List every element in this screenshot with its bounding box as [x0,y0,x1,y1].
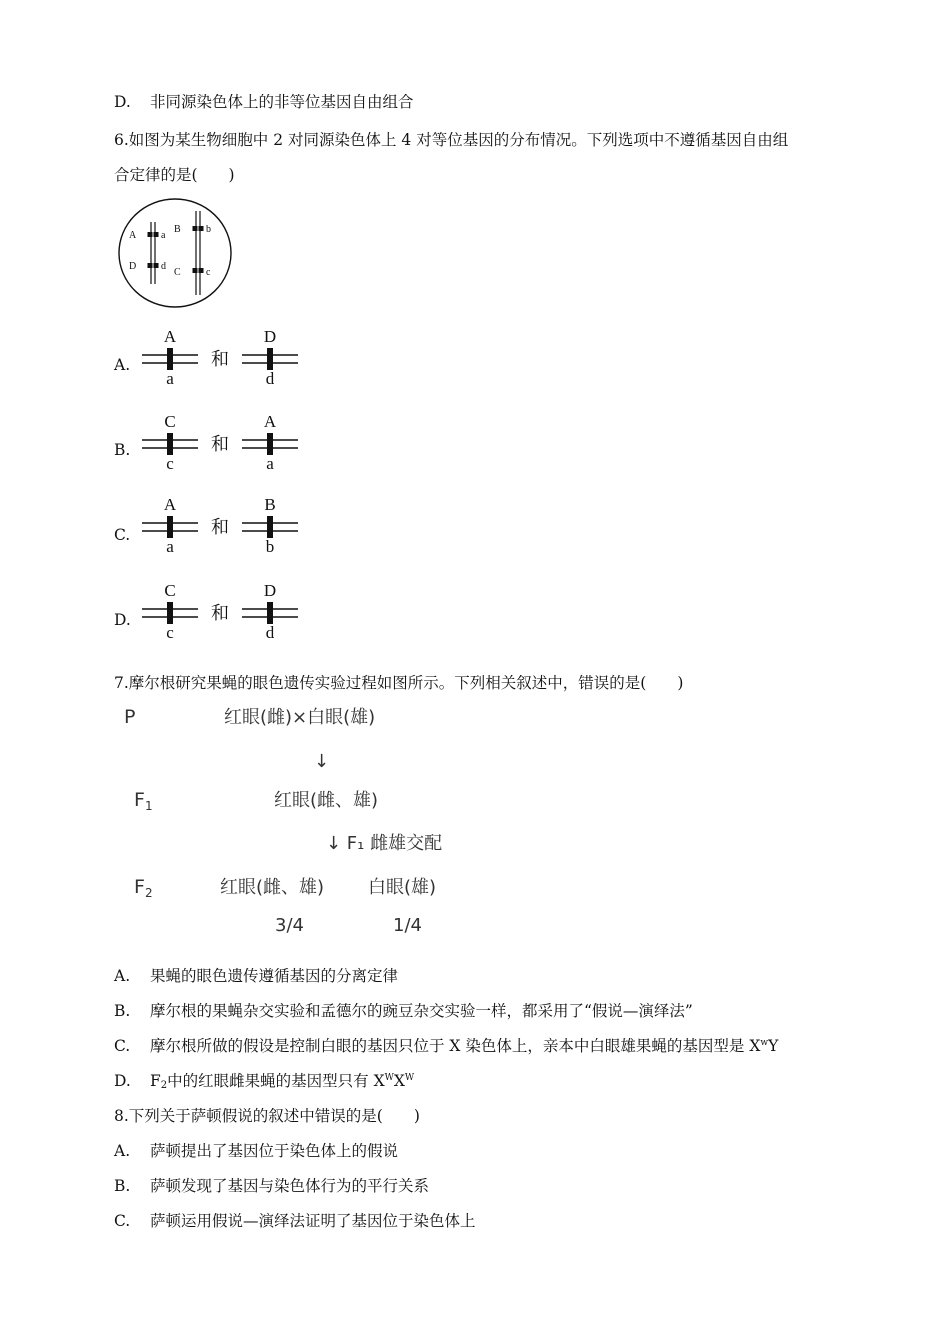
option-text: 摩尔根的果蝇杂交实验和孟德尔的豌豆杂交实验一样，都采用了“假说—演绎法” [150,1002,693,1020]
q6-option-b-figure [140,411,310,481]
allele-top: D [263,327,277,346]
q7-cross-diagram [118,700,478,949]
arrow-down-1: ↓ [314,751,330,772]
gene-a: a [161,230,166,241]
gene-d: d [161,261,166,272]
f1-label: $F_1$ [134,789,153,813]
option-label: B. [114,1177,131,1195]
f2-white-ratio: 1/4 [393,915,422,936]
allele-bottom: d [265,369,275,388]
gene-c: c [206,267,211,278]
option-label: D. [114,93,131,111]
option-label: A. [114,967,131,985]
allele-bottom: a [266,454,274,473]
allele-bottom: c [166,623,174,642]
p-label: P [124,706,136,728]
q7-option-a [114,964,398,986]
q6-option-b-label: B. [114,441,131,459]
superscript: W [404,1073,415,1083]
q7-stem: 7.摩尔根研究果蝇的眼色遗传实验过程如图所示。下列相关叙述中，错误的是( ) [114,674,684,692]
option-label: C. [114,1212,131,1230]
option-text: 萨顿提出了基因位于染色体上的假说 [150,1142,399,1160]
q6-option-c-figure [140,494,310,564]
q6-stem-line1: 6.如图为某生物细胞中 2 对同源染色体上 4 对等位基因的分布情况。下列选项中不遵循基因自由组 [114,131,789,149]
f2-red-ratio: 3/4 [275,915,304,936]
connector-he: 和 [211,349,229,370]
q5-option-d [114,90,414,112]
q6-option-a-figure [140,326,310,396]
allele-bottom: a [166,369,174,388]
f2-white: 白眼(雄) [368,877,437,898]
allele-top: B [264,495,276,514]
allele-top: A [163,495,177,514]
subscript: 2 [160,1080,168,1091]
allele-top: C [164,581,176,600]
q6-option-a-label: A. [114,356,131,374]
cell-diagram [116,196,236,314]
f2-label: $F_2$ [134,876,153,900]
q8-option-b [114,1174,429,1196]
option-text: 中的红眼雌果蝇的基因型只有 X [167,1072,385,1090]
gene-A: A [129,230,137,241]
q7-option-d [114,1069,414,1091]
option-label: B. [114,1002,131,1020]
connector-he: 和 [211,517,229,538]
q7-option-b [114,999,693,1021]
option-label: C. [114,1037,131,1055]
q6-option-d-label: D. [114,611,131,629]
f1-text: 红眼(雌、雄) [274,790,379,811]
gene-B: B [174,224,181,235]
option-text: 摩尔根所做的假设是控制白眼的基因只位于 X 染色体上，亲本中白眼雄果蝇的基因型是 X [150,1037,761,1055]
option-text: 果蝇的眼色遗传遵循基因的分离定律 [150,967,399,985]
connector-he: 和 [211,434,229,455]
allele-top: C [164,412,176,431]
option-text-tail: Y [768,1037,779,1055]
q6-option-c-label: C. [114,526,131,544]
option-text-x: X [393,1072,405,1090]
allele-bottom: d [265,623,275,642]
q6-stem-line2: 合定律的是( ) [114,166,235,184]
q8-stem: 8.下列关于萨顿假说的叙述中错误的是( ) [114,1107,420,1125]
q8-option-a [114,1139,398,1161]
connector-he: 和 [211,603,229,624]
q8-option-c [114,1209,476,1231]
option-text: 非同源染色体上的非等位基因自由组合 [150,93,414,111]
allele-top: A [263,412,277,431]
gene-C: C [174,267,181,278]
allele-bottom: c [166,454,174,473]
gene-D: D [129,261,137,272]
allele-bottom: b [265,537,275,556]
gene-b: b [206,224,211,235]
option-label: D. [114,1072,131,1090]
allele-top: A [163,327,177,346]
option-label: A. [114,1142,131,1160]
allele-bottom: a [166,537,174,556]
p-text: 红眼(雌)×白眼(雄) [224,707,376,728]
option-text-pre: F [150,1072,161,1090]
superscript: W [384,1073,394,1083]
q7-option-c [114,1034,778,1056]
option-text: 萨顿运用假说—演绎法证明了基因位于染色体上 [150,1212,476,1230]
f1-cross-label: ↓ F₁ 雌雄交配 [326,833,443,854]
option-text: 萨顿发现了基因与染色体行为的平行关系 [150,1177,430,1195]
f2-red: 红眼(雌、雄) [220,877,325,898]
superscript: w [760,1038,769,1048]
q6-option-d-figure [140,580,310,650]
allele-top: D [263,581,277,600]
